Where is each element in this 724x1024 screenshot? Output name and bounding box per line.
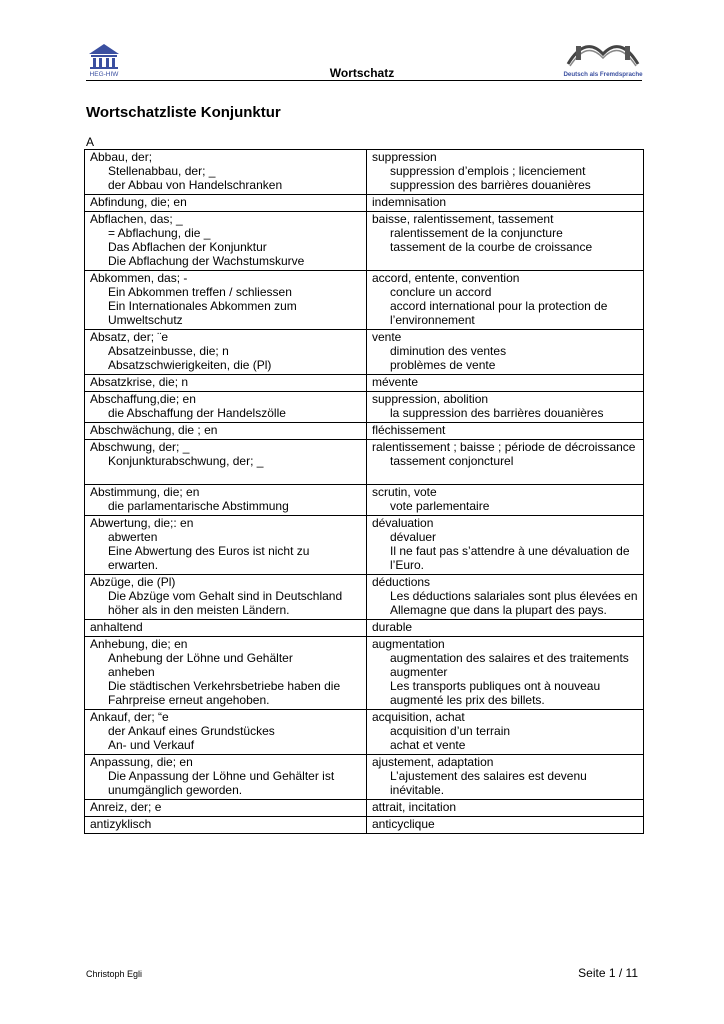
french-cell — [367, 423, 644, 440]
french-cell — [367, 150, 644, 195]
table-row — [85, 440, 644, 485]
entry-headword: Abfindung, die; en — [90, 195, 187, 209]
french-cell — [367, 755, 644, 800]
entry-headword: Anpassung, die; en — [90, 755, 193, 769]
entry-detail: erwarten. — [108, 558, 159, 572]
french-cell — [367, 485, 644, 516]
entry-detail — [372, 468, 639, 482]
entry-headword: Absatzkrise, die; n — [90, 375, 189, 389]
french-cell — [367, 575, 644, 620]
entry-detail: Konjunkturabschwung, der; _ — [108, 454, 264, 468]
german-cell — [85, 485, 367, 516]
french-cell — [367, 620, 644, 637]
table-row — [85, 423, 644, 440]
entry-headword: Abzüge, die (Pl) — [90, 575, 176, 589]
german-cell — [85, 195, 367, 212]
german-cell — [85, 637, 367, 710]
table-row — [85, 575, 644, 620]
french-cell — [367, 375, 644, 392]
entry-headword: attrait, incitation — [372, 800, 457, 814]
entry-headword: augmentation — [372, 637, 445, 651]
entry-headword: Abschwächung, die ; en — [90, 423, 218, 437]
entry-detail: die parlamentarische Abstimmung — [108, 499, 289, 513]
entry-detail: Umweltschutz — [108, 313, 183, 327]
entry-detail: suppression des barrières douanières — [390, 178, 591, 192]
entry-detail: der Ankauf eines Grundstückes — [108, 724, 275, 738]
entry-headword: suppression — [372, 150, 437, 164]
entry-detail: anheben — [108, 665, 155, 679]
table-row — [85, 392, 644, 423]
entry-headword: accord, entente, convention — [372, 271, 520, 285]
entry-headword: anticyclique — [372, 817, 435, 831]
entry-headword: Anreiz, der; e — [90, 800, 162, 814]
table-row — [85, 516, 644, 575]
entry-headword: fléchissement — [372, 423, 446, 437]
entry-detail: Allemagne que dans la plupart des pays. — [390, 603, 607, 617]
entry-headword: antizyklisch — [90, 817, 152, 831]
french-cell — [367, 800, 644, 817]
table-row — [85, 375, 644, 392]
entry-detail: dévaluer — [390, 530, 437, 544]
svg-text:HEG-HIW: HEG-HIW — [89, 71, 119, 78]
german-cell — [85, 271, 367, 330]
german-cell — [85, 423, 367, 440]
entry-detail: An- und Verkauf — [108, 738, 195, 752]
entry-detail: conclure un accord — [390, 285, 492, 299]
entry-detail — [90, 468, 362, 482]
french-cell — [367, 195, 644, 212]
german-cell — [85, 150, 367, 195]
entry-detail: höher als in den meisten Ländern. — [108, 603, 290, 617]
entry-headword: suppression, abolition — [372, 392, 489, 406]
entry-detail: Les déductions salariales sont plus élevées en — [390, 589, 638, 603]
entry-headword: déductions — [372, 575, 431, 589]
french-cell — [367, 212, 644, 271]
entry-headword: Absatz, der; ¨e — [90, 330, 169, 344]
german-cell — [85, 755, 367, 800]
entry-headword: scrutin, vote — [372, 485, 437, 499]
entry-headword: Abkommen, das; - — [90, 271, 188, 285]
section-letter: A — [86, 135, 95, 149]
german-cell — [85, 620, 367, 637]
french-cell — [367, 516, 644, 575]
french-cell — [367, 330, 644, 375]
entry-detail: Absatzeinbusse, die; n — [108, 344, 229, 358]
entry-detail: Eine Abwertung des Euros ist nicht zu — [108, 544, 310, 558]
entry-headword: mévente — [372, 375, 419, 389]
entry-headword: Abschwung, der; _ — [90, 440, 190, 454]
entry-detail: Anhebung der Löhne und Gehälter — [108, 651, 293, 665]
entry-headword: Ankauf, der; “e — [90, 710, 169, 724]
footer-page-number: Seite 1 / 11 — [578, 966, 638, 980]
table-row — [85, 150, 644, 195]
vocabulary-table — [84, 149, 644, 834]
entry-detail: acquisition d’un terrain — [390, 724, 511, 738]
entry-detail: Das Abflachen der Konjunktur — [108, 240, 267, 254]
entry-detail: Absatzschwierigkeiten, die (Pl) — [108, 358, 272, 372]
entry-headword: dévaluation — [372, 516, 434, 530]
entry-detail: problèmes de vente — [390, 358, 496, 372]
entry-detail: achat et vente — [390, 738, 466, 752]
entry-headword: Anhebung, die; en — [90, 637, 188, 651]
entry-detail: inévitable. — [390, 783, 445, 797]
entry-detail: augmenter — [390, 665, 448, 679]
german-cell — [85, 516, 367, 575]
french-cell — [367, 817, 644, 834]
entry-headword: Abflachen, das; _ — [90, 212, 183, 226]
entry-headword: anhaltend — [90, 620, 143, 634]
french-cell — [367, 271, 644, 330]
entry-detail: Stellenabbau, der; _ — [108, 164, 216, 178]
entry-headword: indemnisation — [372, 195, 447, 209]
entry-detail: ralentissement de la conjuncture — [390, 226, 563, 240]
entry-headword: Abbau, der; — [90, 150, 153, 164]
entry-detail: unumgänglich geworden. — [108, 783, 243, 797]
table-row — [85, 817, 644, 834]
footer-author: Christoph Egli — [86, 969, 143, 979]
german-cell — [85, 392, 367, 423]
entry-detail: Fahrpreise erneut angehoben. — [108, 693, 270, 707]
entry-headword: Abstimmung, die; en — [90, 485, 200, 499]
entry-detail: abwerten — [108, 530, 158, 544]
table-row — [85, 620, 644, 637]
table-row — [85, 710, 644, 755]
german-cell — [85, 575, 367, 620]
table-row — [85, 755, 644, 800]
german-cell — [85, 800, 367, 817]
table-row — [85, 195, 644, 212]
table-row — [85, 800, 644, 817]
german-cell — [85, 375, 367, 392]
entry-headword: vente — [372, 330, 402, 344]
vocabulary-table-body — [85, 150, 644, 834]
german-cell — [85, 817, 367, 834]
entry-detail: die Abschaffung der Handelszölle — [108, 406, 286, 420]
table-row — [85, 212, 644, 271]
entry-detail: L’ajustement des salaires est devenu — [390, 769, 587, 783]
french-cell — [367, 440, 644, 485]
entry-detail: tassement de la courbe de croissance — [390, 240, 593, 254]
entry-detail: Ein Abkommen treffen / schliessen — [108, 285, 292, 299]
entry-detail: l’environnement — [390, 313, 475, 327]
table-row — [85, 637, 644, 710]
entry-headword: ajustement, adaptation — [372, 755, 494, 769]
german-cell — [85, 212, 367, 271]
german-cell — [85, 440, 367, 485]
entry-headword: Abschaffung,die; en — [90, 392, 196, 406]
document-title: Wortschatzliste Konjunktur — [86, 104, 281, 121]
entry-detail: = Abflachung, die _ — [108, 226, 211, 240]
french-cell — [367, 392, 644, 423]
entry-detail: Die Anpassung der Löhne und Gehälter ist — [108, 769, 335, 783]
french-cell — [367, 637, 644, 710]
entry-detail: vote parlementaire — [390, 499, 490, 513]
header-divider — [86, 80, 642, 81]
svg-text:Deutsch als Fremdsprache: Deutsch als Fremdsprache — [563, 71, 643, 78]
table-row — [85, 485, 644, 516]
table-row — [85, 271, 644, 330]
entry-detail: Die Abzüge vom Gehalt sind in Deutschland — [108, 589, 343, 603]
entry-headword: Abwertung, die;: en — [90, 516, 194, 530]
entry-detail: diminution des ventes — [390, 344, 507, 358]
entry-headword: acquisition, achat — [372, 710, 465, 724]
entry-headword: ralentissement ; baisse ; période de décroissance — [372, 440, 636, 454]
entry-detail: la suppression des barrières douanières — [390, 406, 604, 420]
french-cell — [367, 710, 644, 755]
entry-detail: augmenté les prix des billets. — [390, 693, 545, 707]
entry-detail: accord international pour la protection de — [390, 299, 608, 313]
entry-detail: der Abbau von Handelschranken — [108, 178, 283, 192]
entry-detail: Les transports publiques ont à nouveau — [390, 679, 601, 693]
entry-detail: tassement conjoncturel — [390, 454, 514, 468]
entry-detail: Ein Internationales Abkommen zum — [108, 299, 297, 313]
german-cell — [85, 330, 367, 375]
entry-detail: Die städtischen Verkehrsbetriebe haben die — [108, 679, 341, 693]
entry-detail: suppression d’emplois ; licenciement — [390, 164, 586, 178]
entry-detail: Die Abflachung der Wachstumskurve — [108, 254, 305, 268]
german-cell — [85, 710, 367, 755]
header-title: Wortschatz — [329, 66, 395, 80]
entry-detail: l’Euro. — [390, 558, 425, 572]
entry-headword: durable — [372, 620, 413, 634]
entry-headword: baisse, ralentissement, tassement — [372, 212, 554, 226]
table-row — [85, 330, 644, 375]
entry-detail: Il ne faut pas s’attendre à une dévaluation de — [390, 544, 630, 558]
entry-detail: augmentation des salaires et des traitements — [390, 651, 629, 665]
